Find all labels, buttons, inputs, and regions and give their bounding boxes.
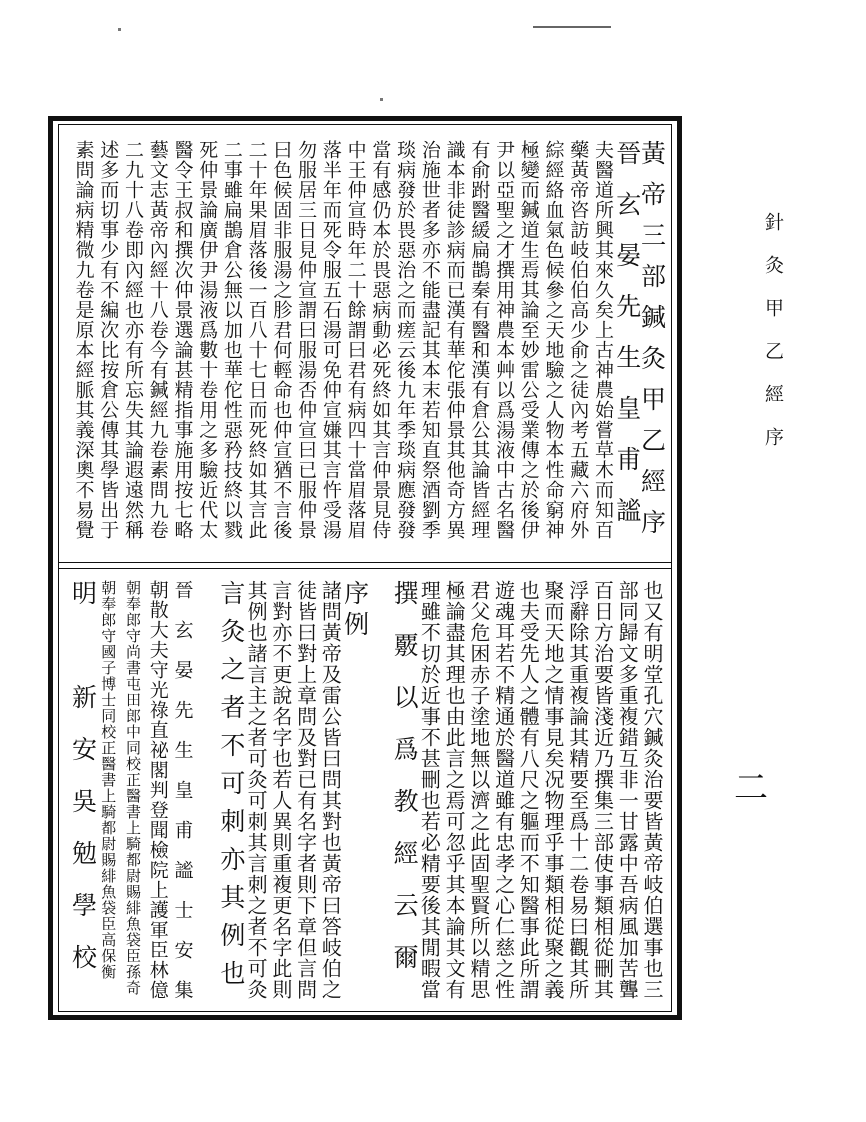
upper-column: 落半年而死令服五石湯可免仲宣嫌其言忤受湯 [319,140,342,540]
lower-column: 也夫受先人之體有八尺之軀而不知醫事此所謂 [516,580,541,1000]
lower-column: 君父危困赤子塗地無以濟之此固聖賢所以精思 [466,580,491,1000]
upper-column: 黃帝三部鍼灸甲乙經序 [637,140,667,550]
upper-column: 二事雖扁鵲倉公無以加也華佗性惡矜技終以戮 [220,140,243,540]
upper-column: 識本非徒診病而已漢有華佗張仲景其他奇方異 [443,140,466,540]
lower-column: 聚而天地之情事見矣况物理乎事類相從聚之義 [541,580,566,1000]
upper-column: 醫令王叔和撰次仲景選論甚精指事施用按七略 [171,140,194,540]
upper-column: 二十年果眉落後一百八十七日而死終如其言此 [245,140,268,540]
upper-column: 尹以亞聖之才撰用神農本艸以爲湯液中古名醫 [493,140,516,540]
margin-book-title: 針灸甲乙經序 [762,212,784,470]
upper-column: 夫醫道所興其來久矣上古神農始嘗草木而知百 [592,140,615,540]
lower-column: 其例也諸言主之者可灸可刺其言刺之者不可灸 [244,580,269,1000]
upper-column: 述多而切事少有不編次比按倉公傳其學皆出于 [97,140,120,540]
upper-column: 晉玄晏先生皇甫謐 [612,140,642,548]
lower-column: 部同歸文多重複錯互非一甘露中吾病風加苦聾 [615,580,640,1000]
speck-mark [118,28,121,31]
upper-column: 琰病發於畏惡治之而瘥云後九年季琰病應發發 [394,140,417,540]
upper-column: 勿服居三日見仲宣謂曰服湯否仲宣曰已服仲景 [295,140,318,540]
upper-column: 極變而鍼道生焉其論至妙雷公受業傳之於後伊 [517,140,540,540]
lower-column: 言灸之者不可刺亦其例也 [216,580,246,998]
speck-mark [380,98,383,101]
lower-column: 朝散大夫守光祿直祕閣判登聞檢院上護軍臣林億 [146,580,169,1000]
top-rule [533,26,611,28]
lower-column: 撰覈以爲教經云爾 [390,580,420,996]
upper-column: 治施世者多亦不能盡記其本末若知直祭酒劉季 [418,140,441,540]
lower-column: 明 新安吳勉學校 [68,580,98,996]
lower-column: 晉 玄 晏 先 生 皇 甫 謐 士 安 集 [171,580,194,1000]
upper-column: 曰色候固非服湯之胗君何輕命也仲宣猶不言後 [270,140,293,540]
lower-column: 百日方治要皆淺近乃撰集三部使事類相從刪其 [590,580,615,1000]
upper-column: 當有感仍本於畏惡病動必死終如其言仲景見侍 [369,140,392,540]
page-number: 二 [734,768,768,808]
upper-column: 藝文志黃帝內經十八卷今有鍼經九卷素問九卷 [146,140,169,540]
lower-column: 遊魂耳若不精通於醫道雖有忠孝之心仁慈之性 [491,580,516,1000]
lower-column: 理雖不切於近事不甚刪也若必精要後其閒暇當 [417,580,442,1000]
lower-column: 序例 [340,580,370,642]
upper-column: 中王仲宣時年二十餘謂曰君有病四十當眉落眉 [344,140,367,540]
lower-column: 言對亦不更說名字也若人異則重複更名字此則 [268,580,293,1000]
lower-column: 徒皆曰對上章問及對已有名字者則下章但言問 [293,580,318,1000]
lower-column: 也又有明堂孔穴鍼灸治要皆黃帝岐伯選事也三 [640,580,664,1000]
lower-column: 浮辭除其重複論其精要至爲十二卷易曰觀其所 [565,580,590,1000]
lower-column: 朝奉郎守尚書屯田郎中同校正醫書上騎都尉賜緋魚袋臣孫奇 [123,580,142,996]
upper-column: 素問論病精微九卷是原本經脈其義深奧不易覺 [72,140,95,540]
lower-column: 諸問黃帝及雷公皆曰問其對也黃帝曰答岐伯之 [318,580,343,1000]
register-divider [58,562,672,569]
upper-column: 綜經絡血氣色候參之天地驗之人物本性命窮神 [542,140,565,540]
upper-column: 有俞跗醫緩扁鵲秦有醫和漢有倉公其論皆經理 [468,140,491,540]
upper-column: 藥黃帝咨訪岐伯伯高少俞之徒內考五藏六府外 [567,140,590,540]
upper-column: 死仲景論廣伊尹湯液爲數十卷用之多驗近代太 [196,140,219,540]
lower-column: 極論盡其理也由此言之焉可忽乎其本論其文有 [442,580,467,1000]
lower-column: 朝奉郎守國子博士同校正醫書上騎都尉賜緋魚袋臣高保衡 [99,580,118,980]
upper-column: 二九十八卷即內經也亦有所忘失其論遐遠然稱 [121,140,144,540]
